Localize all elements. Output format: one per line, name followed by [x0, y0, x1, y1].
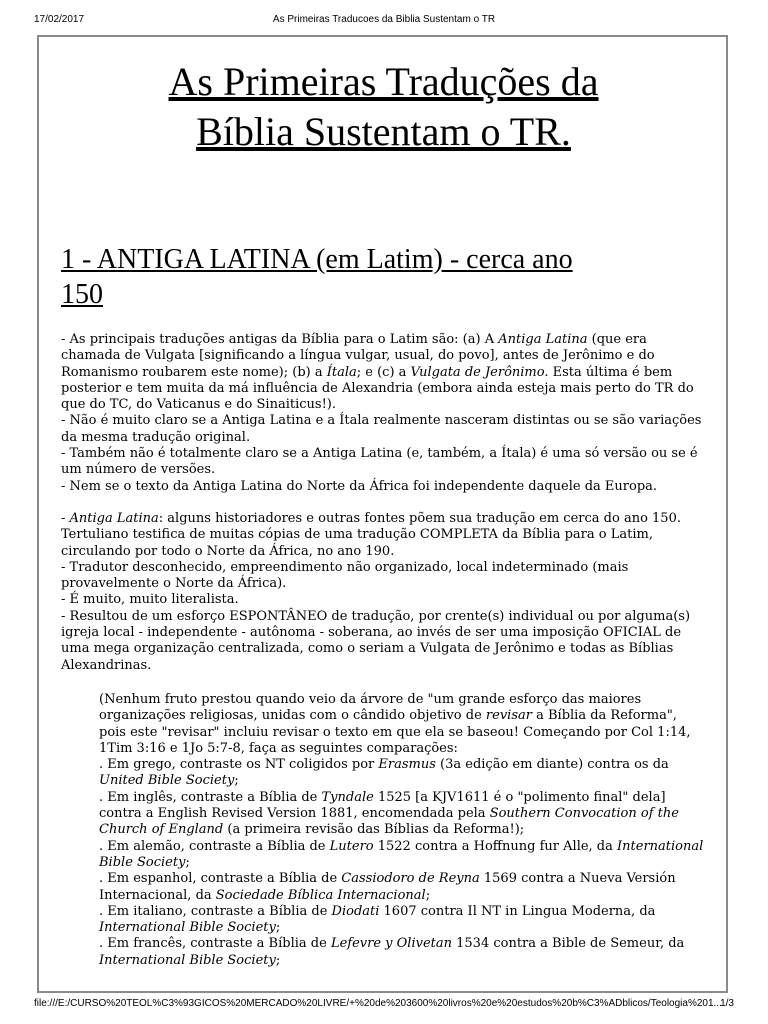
- paragraph-spontaneous-effort: - Resultou de um esforço ESPONTÂNEO de tradução, por crente(s) individual ou por alguma(s) igreja local - independente - autônoma - soberana, ao invés de ser uma imposição OFICIAL de uma mega organização centralizada, como o seriam a Vulgata de Jerônimo e todas as Bíblias Alexandrinas.: [61, 608, 691, 673]
- print-page-title: As Primeiras Traducoes da Biblia Sustentam o TR: [272, 14, 496, 25]
- paragraph-literalist: - É muito, muito literalista.: [61, 592, 239, 608]
- comparison-english: . Em inglês, contraste a Bíblia de Tyndale 1525 [a KJV1611 é o "polimento final" dela] contra a English Revised Version 1881, encomendada pela Southern Convocation of the Church of England (a primeira revisão das Bíblias da Reforma!);: [99, 789, 679, 838]
- paragraph-antiga-latina-date: - Antiga Latina: alguns historiadores e outras fontes põem sua tradução em cerca do ano 150. Tertuliano testifica de muitas cópias de uma tradução COMPLETA da Bíblia para o Latim, circulando por todo o Norte da África, no ano 190.: [61, 510, 681, 559]
- print-file-url: file:///E:/CURSO%20TEOL%C3%93GICOS%20MERCADO%20LIVRE/+%20de%203600%20livros%20e%20estudos%20b%C3%ADblicos/Teologia%201...: [34, 998, 722, 1009]
- paragraph-gap: [61, 495, 706, 511]
- print-header: [34, 14, 734, 28]
- section-heading: [61, 242, 706, 312]
- document-title: [61, 57, 706, 157]
- title-line-2: Bíblia Sustentam o TR.: [196, 109, 571, 154]
- quote-block: [61, 692, 706, 969]
- comparison-italian: . Em italiano, contraste a Bíblia de Diodati 1607 contra Il NT in Lingua Moderna, da International Bible Society;: [99, 903, 656, 936]
- print-footer: [34, 998, 734, 1012]
- section-heading-line-2: 150: [61, 279, 103, 310]
- document-frame: [37, 35, 728, 993]
- print-date: 17/02/2017: [34, 14, 85, 25]
- document-content: [61, 57, 706, 969]
- section-heading-line-1: 1 - ANTIGA LATINA (em Latim) - cerca ano: [61, 244, 573, 275]
- comparison-spanish: . Em espanhol, contraste a Bíblia de Cassiodoro de Reyna 1569 contra a Nueva Versión Internacional, da Sociedade Bíblica Internacional;: [99, 871, 676, 903]
- comparison-greek: . Em grego, contraste os NT coligidos por Erasmus (3a edição em diante) contra os da United Bible Society;: [99, 757, 669, 789]
- comparison-french: . Em francês, contraste a Bíblia de Lefevre y Olivetan 1534 contra a Bible de Semeur, da International Bible Society;: [99, 936, 685, 968]
- paragraph-origin-unclear: - Não é muito claro se a Antiga Latina e a Ítala realmente nasceram distintas ou se são variações da mesma tradução original.: [61, 413, 702, 445]
- print-page-number: 1/3: [720, 998, 734, 1009]
- title-line-1: As Primeiras Traduções da: [168, 59, 599, 104]
- paragraph-principal-translations: - As principais traduções antigas da Bíblia para o Latim são: (a) A Antiga Latina (que era chamada de Vulgata [significando a língua vulgar, usual, do povo], antes de Jerônimo e do Romanismo roubarem este nome); (b) a Ítala; e (c) a Vulgata de Jerônimo. Esta última é bem posterior e tem muita da má influência de Alexandria (embora ainda esteja mais perto do TR do que do TC, do Vaticanus e do Sinaiticus!).: [61, 332, 694, 413]
- paragraph-north-africa: - Nem se o texto da Antiga Latina do Norte da África foi independente daquele da Europa.: [61, 478, 658, 494]
- paragraph-translator-unknown: - Tradutor desconhecido, empreendimento não organizado, local indeterminado (mais provavelmente o Norte da África).: [61, 559, 629, 592]
- comparison-german: . Em alemão, contraste a Bíblia de Lutero 1522 contra a Hoffnung fur Alle, da International Bible Society;: [99, 838, 704, 870]
- body-text: [61, 332, 706, 674]
- paragraph-versions-unclear: - Também não é totalmente claro se a Antiga Latina (e, também, a Ítala) é uma só versão ou se é um número de versões.: [61, 446, 698, 478]
- quote-intro: (Nenhum fruto prestou quando veio da árvore de "um grande esforço das maiores organizações religiosas, unidas com o cândido objetivo de revisar a Bíblia da Reforma", pois este "revisar" incluiu revisar o texto em que ela se baseou! Começando por Col 1:14, 1Tim 3:16 e 1Jo 5:7-8, faça as seguintes comparações:: [99, 691, 691, 756]
